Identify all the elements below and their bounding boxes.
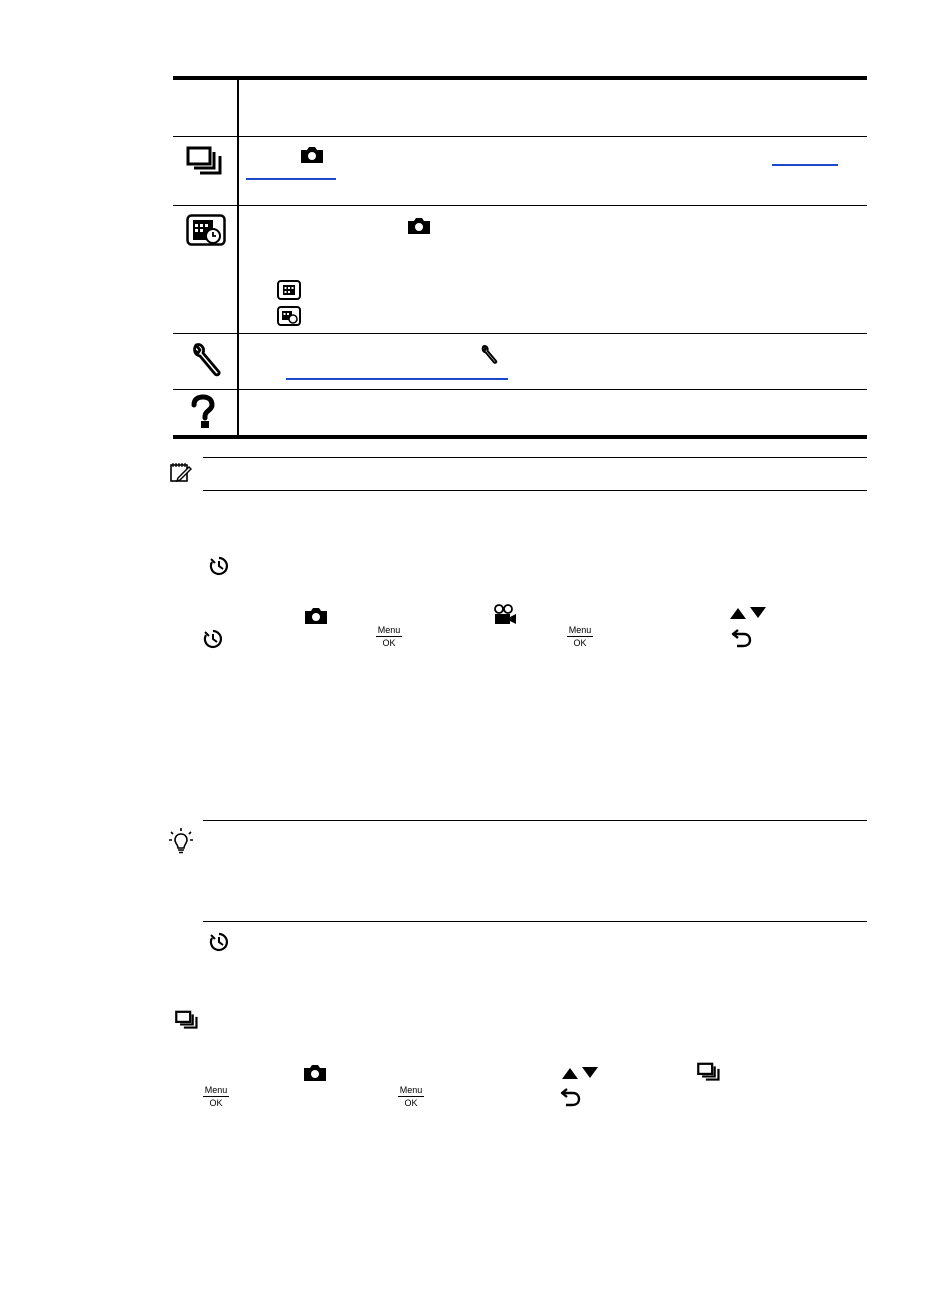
wrench-icon (480, 344, 498, 364)
burst-link-underline-start[interactable] (246, 178, 336, 180)
menu-ok-label-bottom: OK (209, 1098, 223, 1108)
table-bottom-rule (173, 435, 867, 439)
table-column-divider (237, 80, 239, 436)
burst-icon (175, 1010, 199, 1030)
camera-icon (302, 1063, 328, 1083)
table-top-rule (173, 76, 867, 80)
camera-icon (303, 606, 329, 626)
self-timer-icon (202, 628, 224, 650)
table-row-divider (173, 205, 867, 206)
menu-ok-button-icon (567, 625, 593, 649)
menu-ok-button-icon (203, 1085, 229, 1109)
menu-ok-label-bottom: OK (382, 638, 396, 648)
burst-link-underline-end[interactable] (772, 164, 838, 166)
date-time-imprint-icon (186, 214, 226, 246)
back-arrow-icon (560, 1087, 582, 1107)
setup-link-underline[interactable] (286, 378, 508, 380)
note-icon (170, 462, 192, 484)
menu-ok-button-icon (376, 625, 402, 649)
table-row-divider (173, 333, 867, 334)
date-time-icon (277, 306, 301, 326)
menu-ok-label-top: Menu (399, 1085, 423, 1095)
note-bottom-rule (203, 490, 867, 491)
table-row-divider (173, 389, 867, 390)
question-mark-icon (190, 395, 216, 429)
back-arrow-icon (731, 628, 753, 648)
menu-ok-label-top: Menu (377, 625, 401, 635)
tip-bottom-rule (203, 921, 867, 922)
up-down-arrows-icon (561, 1066, 601, 1080)
self-timer-icon (208, 931, 230, 953)
video-camera-icon (493, 604, 517, 626)
burst-icon (697, 1062, 721, 1082)
menu-ok-label-top: Menu (204, 1085, 228, 1095)
lightbulb-icon (168, 827, 194, 855)
camera-icon (406, 216, 432, 236)
tip-top-rule (203, 820, 867, 821)
date-only-icon (277, 280, 301, 300)
camera-icon (299, 145, 325, 165)
menu-ok-label-top: Menu (568, 625, 592, 635)
menu-ok-label-bottom: OK (404, 1098, 418, 1108)
menu-ok-button-icon (398, 1085, 424, 1109)
menu-ok-label-bottom: OK (573, 638, 587, 648)
settings-table (0, 0, 937, 440)
burst-icon (186, 146, 224, 176)
up-down-arrows-icon (729, 606, 769, 620)
note-top-rule (203, 457, 867, 458)
wrench-icon (190, 341, 222, 377)
table-row-divider (173, 136, 867, 137)
self-timer-icon (208, 555, 230, 577)
